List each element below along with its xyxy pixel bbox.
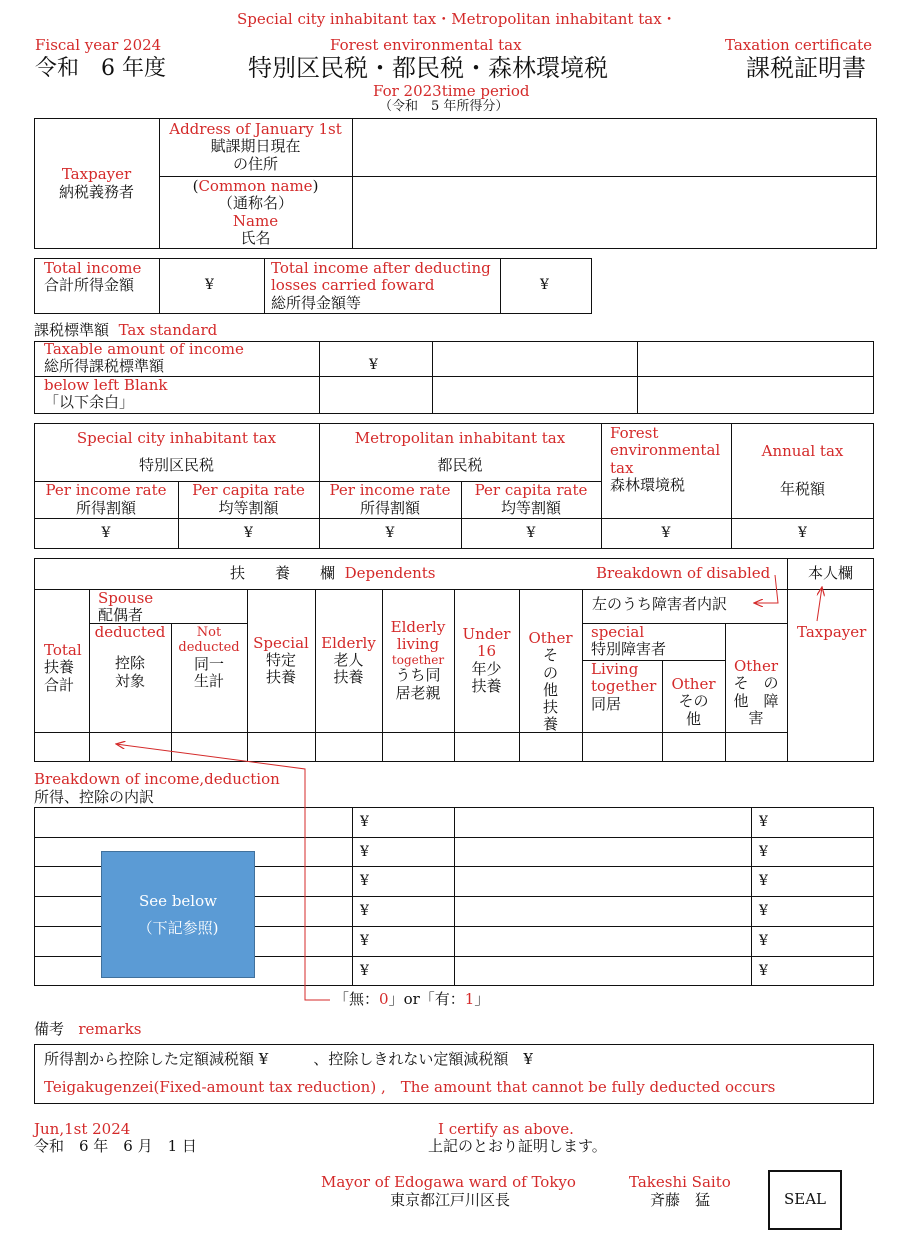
seal-label: SEAL — [783, 1190, 827, 1209]
breakdown-left-value: ¥ — [360, 933, 369, 949]
after-deduction-label: Total income after deducting losses carried foward 総所得金額等 — [271, 259, 491, 312]
elderly-living-together-header: Elderly living together うち同 居老親 — [390, 618, 446, 702]
other-special-header: Other その 他 — [671, 675, 716, 728]
taxpayer-column-label: Taxpayer — [797, 623, 867, 641]
breakdown-left-value: ¥ — [360, 873, 369, 889]
breakdown-label-jp: 所得、控除の内訳 — [34, 788, 155, 806]
fiscal-year-en: Fiscal year 2024 — [35, 36, 162, 54]
other-dependents-header: Other そ の 他 扶 養 — [528, 629, 573, 734]
taxpayer-label: Taxpayer 納税義務者 — [58, 165, 134, 201]
period-en: For 2023time period — [373, 82, 530, 100]
mayor-name-jp: 斉藤 猛 — [650, 1191, 711, 1209]
annual-tax-header: Annual tax 年税額 — [761, 442, 844, 498]
breakdown-right-value: ¥ — [759, 963, 768, 979]
after-deduction-value: ¥ — [540, 277, 549, 293]
breakdown-right-value: ¥ — [759, 933, 768, 949]
dependents-header: 扶 養 欄 Dependents — [230, 564, 436, 582]
metropolitan-tax-header: Metropolitan inhabitant tax 都民税 — [354, 429, 566, 474]
mayor-en: Mayor of Edogawa ward of Tokyo — [321, 1173, 576, 1191]
total-income-value: ¥ — [205, 277, 214, 293]
certificate-jp: 課税証明書 — [746, 54, 866, 82]
special-city-tax-header: Special city inhabitant tax 特別区民税 — [76, 429, 277, 474]
arrow-taxpayer-to-self — [817, 587, 822, 621]
issue-date-jp: 令和 6 年 6 月 1 日 — [34, 1137, 197, 1155]
metro-per-capita-header: Per capita rate 均等割額 — [474, 481, 588, 517]
name-label: (Common name) （通称名） Name 氏名 — [192, 177, 319, 247]
arrow-flag-to-spouse — [116, 744, 330, 1000]
living-together-header: Living together 同居 — [591, 660, 657, 713]
breakdown-right-value: ¥ — [759, 844, 768, 860]
forest-tax-en: Forest environmental tax — [330, 36, 522, 54]
issue-date-en: Jun,1st 2024 — [34, 1120, 131, 1138]
taxable-amount-value: ¥ — [369, 357, 378, 373]
period-jp: （令和 5 年所得分） — [379, 99, 509, 114]
spouse-deducted-header: deducted 控除 対象 — [94, 623, 166, 690]
tax-value-cell: ¥ — [244, 525, 253, 542]
special-disabled-header: special 特別障害者 — [591, 623, 667, 659]
breakdown-right-value: ¥ — [759, 873, 768, 889]
see-below-box: See below （下記参照) — [101, 851, 255, 978]
tax-value-cell: ¥ — [385, 525, 395, 542]
forest-tax-header: Forest environmental tax 森林環境税 — [610, 424, 721, 494]
remarks-line-en: Teigakugenzei(Fixed-amount tax reduction) , The amount that cannot be fully deducted occurs — [44, 1078, 776, 1096]
page-title: 特別区民税・都民税・森林環境税 — [248, 54, 608, 82]
mayor-name-en: Takeshi Saito — [629, 1173, 731, 1191]
breakdown-left-value: ¥ — [360, 844, 369, 860]
mayor-jp: 東京都江戸川区長 — [390, 1191, 511, 1209]
tax-value-cell: ¥ — [101, 525, 111, 542]
address-label: Address of January 1st 賦課期日現在 の住所 — [169, 120, 342, 173]
elderly-header: Elderly 老人 扶養 — [321, 633, 376, 687]
breakdown-right-value: ¥ — [759, 903, 768, 919]
fiscal-year-jp: 令和 6 年度 — [35, 56, 166, 81]
special-per-income-header: Per income rate 所得割額 — [45, 481, 167, 517]
tax-standard-heading: 課税標準額 Tax standard — [34, 321, 218, 339]
blank-label: below left Blank 「以下余白」 — [44, 376, 168, 412]
certificate-en: Taxation certificate — [725, 36, 872, 54]
breakdown-right-value: ¥ — [759, 814, 768, 830]
certify-en: I certify as above. — [438, 1120, 574, 1138]
remarks-line-jp: 所得割から控除した定額減税額 ¥ 、控除しきれない定額減税額 ¥ — [44, 1050, 533, 1068]
remarks-heading: 備考 remarks — [34, 1020, 142, 1038]
breakdown-label-en: Breakdown of income,deduction — [34, 770, 280, 788]
arrow-breakdown-to-disabled — [754, 575, 778, 603]
taxable-amount-label: Taxable amount of income 総所得課税標準額 — [44, 340, 244, 376]
under-16-header: Under 16 年少 扶養 — [462, 625, 511, 695]
tax-value-cell: ¥ — [798, 525, 807, 542]
tax-value-cell: ¥ — [661, 525, 671, 542]
breakdown-disabled-label: Breakdown of disabled — [596, 564, 771, 582]
breakdown-left-value: ¥ — [360, 814, 369, 830]
special-per-capita-header: Per capita rate 均等割額 — [192, 481, 305, 517]
spouse-header: Spouse 配偶者 — [98, 589, 154, 625]
flag-legend: 「無：0」or「有：1」 — [334, 990, 490, 1008]
spouse-not-deducted-header: Not deducted 同一 生計 — [178, 625, 240, 691]
total-income-label: Total income 合計所得金額 — [44, 259, 142, 295]
total-dependents-header: Total 扶養 合計 — [44, 641, 82, 694]
breakdown-left-value: ¥ — [360, 963, 369, 979]
header-top-en: Special city inhabitant tax・Metropolitan inhabitant tax・ — [237, 10, 677, 28]
other-disabled-header: Other そ の 他 障 害 — [733, 657, 779, 727]
special-dependents-header: Special 特定 扶養 — [253, 633, 309, 687]
tax-value-cell: ¥ — [526, 525, 536, 542]
self-column-label: 本人欄 — [807, 563, 853, 582]
metro-per-income-header: Per income rate 所得割額 — [329, 481, 451, 517]
breakdown-left-value: ¥ — [360, 903, 369, 919]
certify-jp: 上記のとおり証明します。 — [428, 1137, 607, 1155]
disabled-breakdown-jp: 左のうち障害者内訳 — [592, 595, 728, 613]
